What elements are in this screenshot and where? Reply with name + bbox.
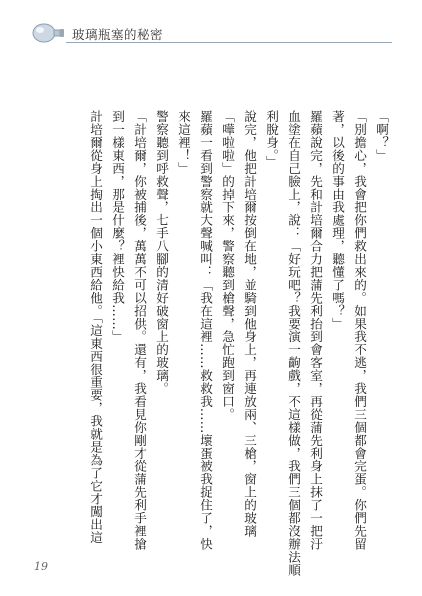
text-column: 「計培爾，你被捕後，萬萬不可以招供。還有，我看見你剛才從蒲先利手裡搶	[132, 110, 147, 551]
running-header	[30, 22, 392, 46]
text-column: 來這裡！」	[176, 110, 191, 175]
text-column: 羅蘋一看到警察就大聲喊叫：「我在這裡……救救我……壞蛋被我捉住了，快	[198, 110, 213, 551]
text-column: 「別擔心，我會把你們救出來的。如果我不逃，我們三個都會完蛋。你們先留	[352, 110, 367, 551]
text-column: 「嘩啦啦」的掉下來，警察聽到槍聲，急忙跑到窗口。	[220, 110, 235, 421]
text-column: 警察聽到呼救聲，七手八腳的清好破窗上的玻璃。	[154, 110, 169, 395]
chapter-title: 玻璃瓶塞的秘密	[72, 27, 164, 42]
text-column: 血塗在自己臉上，說：「好玩吧？我要演一齣戲，不這樣做，我們三個都沒辦法順	[286, 110, 301, 577]
text-column: 到一樣東西，那是什麼？裡快給我……」	[110, 110, 125, 344]
bottle-cork-icon	[30, 22, 66, 44]
text-column: 計培爾從身上掏出一個小東西給他。「這東西很重要，我就是為了它才闖出這	[88, 110, 103, 544]
page-number: 19	[34, 560, 48, 573]
header-divider	[66, 42, 392, 43]
text-column: 說完，他把計培爾按倒在地，並騎到他身上，再連放兩、三槍，窗上的玻璃	[242, 110, 257, 538]
text-column: 「啊？」	[374, 110, 389, 162]
text-column: 羅蘋說完，先和計培爾合力把蒲先利抬到會客室，再從蒲先利身上抹了一把汙	[308, 110, 323, 551]
text-column: 利脫身。」	[264, 110, 279, 169]
text-column: 著，以後的事由我處理，聽懂了嗎？」	[330, 110, 345, 331]
